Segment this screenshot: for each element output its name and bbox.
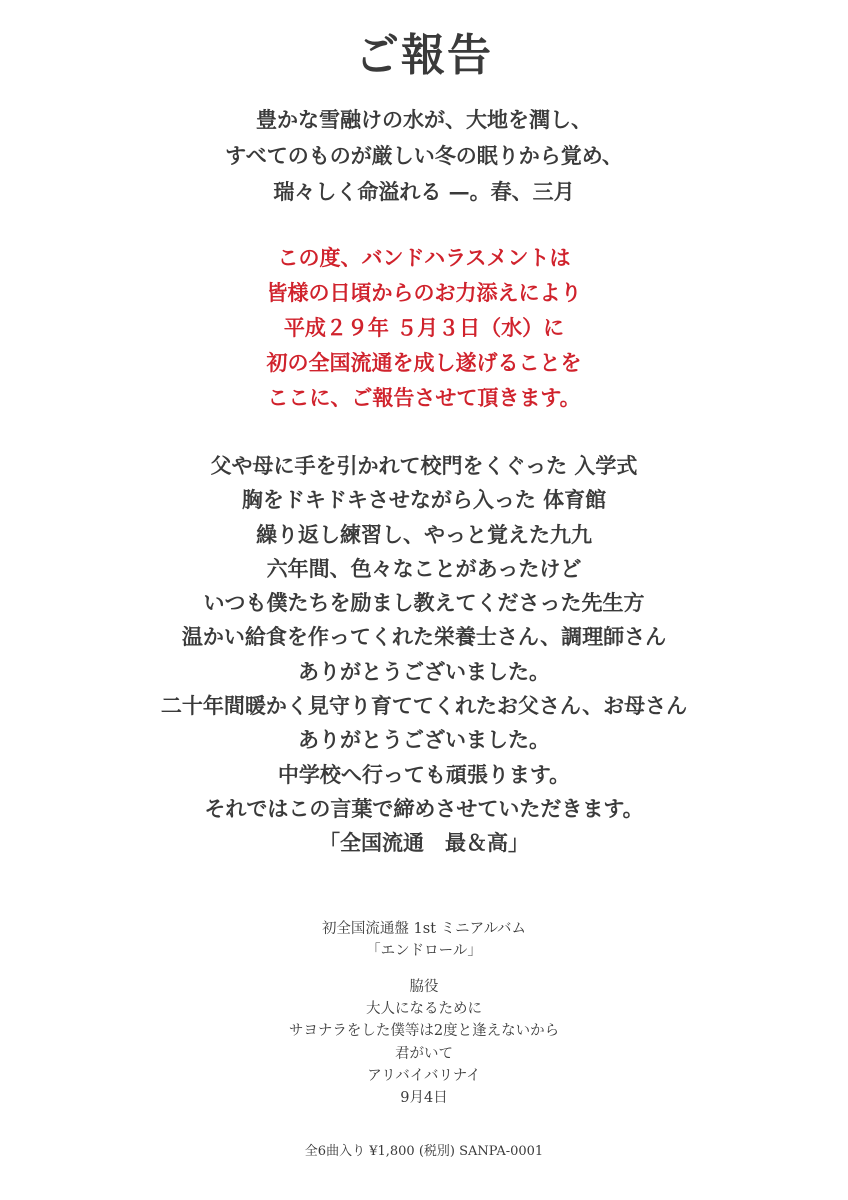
- release-format: 初全国流通盤 1st ミニアルバム: [321, 921, 527, 937]
- track-item: サヨナラをした僕等は2度と逢えないから: [288, 1023, 560, 1040]
- message-line: それではこの言葉で締めさせていただきます。: [204, 795, 644, 821]
- album-title: 「エンドロール」: [366, 943, 482, 959]
- track-item: 君がいて: [395, 1045, 453, 1062]
- announcement-line: 平成２９年 ５月３日（水）に: [283, 315, 565, 340]
- track-item: 脇役: [409, 979, 439, 995]
- page-title: ご報告: [355, 30, 493, 81]
- message-line: いつも僕たちを励まし教えてくださった先生方: [203, 590, 645, 616]
- message-line: 六年間、色々なことがあったけど: [266, 555, 582, 581]
- message-line: 温かい給食を作ってくれた栄養士さん、調理師さん: [181, 624, 667, 650]
- announcement-line: 初の全国流通を成し遂げることを: [266, 350, 582, 375]
- message-line: ありがとうございました。: [298, 727, 550, 753]
- message-line: 「全国流通 最＆高」: [319, 830, 529, 856]
- message-paragraph: [0, 449, 848, 861]
- message-line: 胸をドキドキさせながら入った 体育館: [241, 487, 607, 513]
- announcement-line: 皆様の日頃からのお力添えにより: [266, 280, 582, 305]
- announcement-line: この度、バンドハラスメントは: [277, 245, 571, 270]
- intro-paragraph: [0, 102, 848, 210]
- intro-line: 豊かな雪融けの水が、大地を潤し、: [256, 107, 592, 132]
- intro-line: 瑞々しく命溢れる —。春、三月: [273, 179, 575, 204]
- release-heading: [0, 918, 848, 962]
- intro-line: すべてのものが厳しい冬の眠りから覚め、: [225, 143, 623, 168]
- price-info: 全6曲入り ¥1,800 (税別) SANPA-0001: [304, 1144, 544, 1159]
- message-line: ありがとうございました。: [298, 658, 550, 684]
- track-list: [0, 976, 848, 1109]
- message-line: 中学校へ行っても頑張ります。: [277, 761, 571, 787]
- track-item: 9月4日: [400, 1090, 448, 1107]
- message-line: 繰り返し練習し、やっと覚えた九九: [256, 521, 592, 547]
- announcement-line: ここに、ご報告させて頂きます。: [267, 385, 581, 410]
- announcement-paragraph: [0, 240, 848, 415]
- message-line: 二十年間暖かく見守り育ててくれたお父さん、お母さん: [160, 693, 688, 719]
- track-item: アリバイバリナイ: [367, 1067, 481, 1084]
- track-item: 大人になるために: [366, 1001, 482, 1018]
- message-line: 父や母に手を引かれて校門をくぐった 入学式: [210, 453, 638, 478]
